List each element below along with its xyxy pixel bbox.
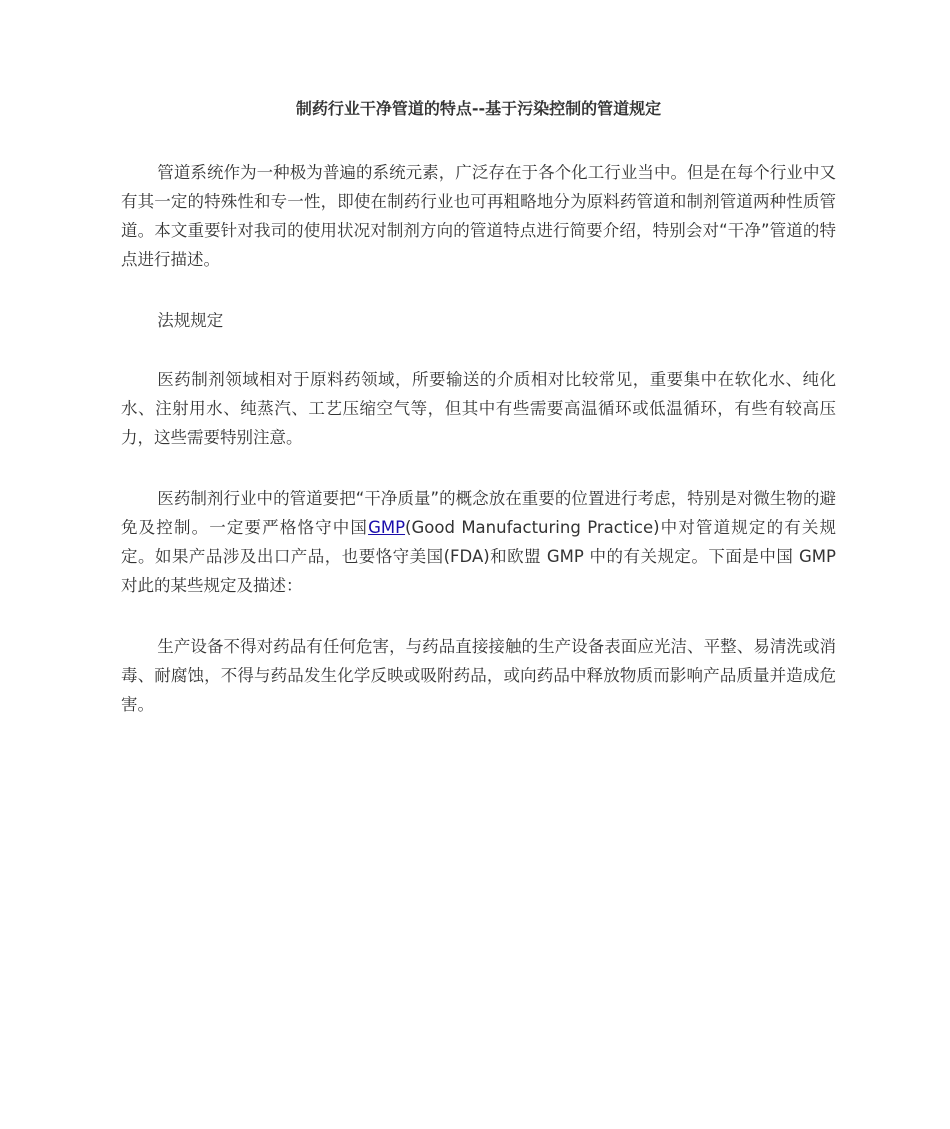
paragraph-gmp bbox=[121, 484, 836, 600]
paragraph-media: 医药制剂领域相对于原料药领域，所要输送的介质相对比较常见，重要集中在软化水、纯化水、注射用水、纯蒸汽、工艺压缩空气等，但其中有些需要高温循环或低温循环，有些有较高压力，这些需要特别注意。 bbox=[121, 370, 836, 447]
paragraph-equipment: 生产设备不得对药品有任何危害，与药品直接接触的生产设备表面应光洁、平整、易清洗或消毒、耐腐蚀，不得与药品发生化学反映或吸附药品，或向药品中释放物质而影响产品质量并造成危害。 bbox=[121, 637, 836, 714]
document-title: 制药行业干净管道的特点--基于污染控制的管道规定 bbox=[295, 99, 662, 118]
document-page bbox=[121, 96, 836, 751]
gmp-link[interactable]: GMP bbox=[368, 518, 406, 537]
section-heading-regulations: 法规规定 bbox=[157, 311, 224, 330]
paragraph-intro: 管道系统作为一种极为普遍的系统元素，广泛存在于各个化工行业当中。但是在每个行业中又有其一定的特殊性和专一性，即使在制药行业也可再粗略地分为原料药管道和制剂管道两种性质管道。本文重要针对我司的使用状况对制剂方向的管道特点进行简要介绍，特别会对“干净”管道的特点进行描述。 bbox=[121, 163, 836, 269]
paragraph-gmp-text-after: (Good Manufacturing Practice)中对管道规定的有关规定。如果产品涉及出口产品，也要恪守美国(FDA)和欧盟 GMP 中的有关规定。下面是中国 GMP 对此的某些规定及描述： bbox=[121, 518, 837, 595]
paragraph-gmp-text-before: 医药制剂行业中的管道要把“干净质量”的概念放在重要的位置进行考虑，特别是对微生物的避免及控制。一定要严格恪守中国 bbox=[121, 489, 836, 537]
